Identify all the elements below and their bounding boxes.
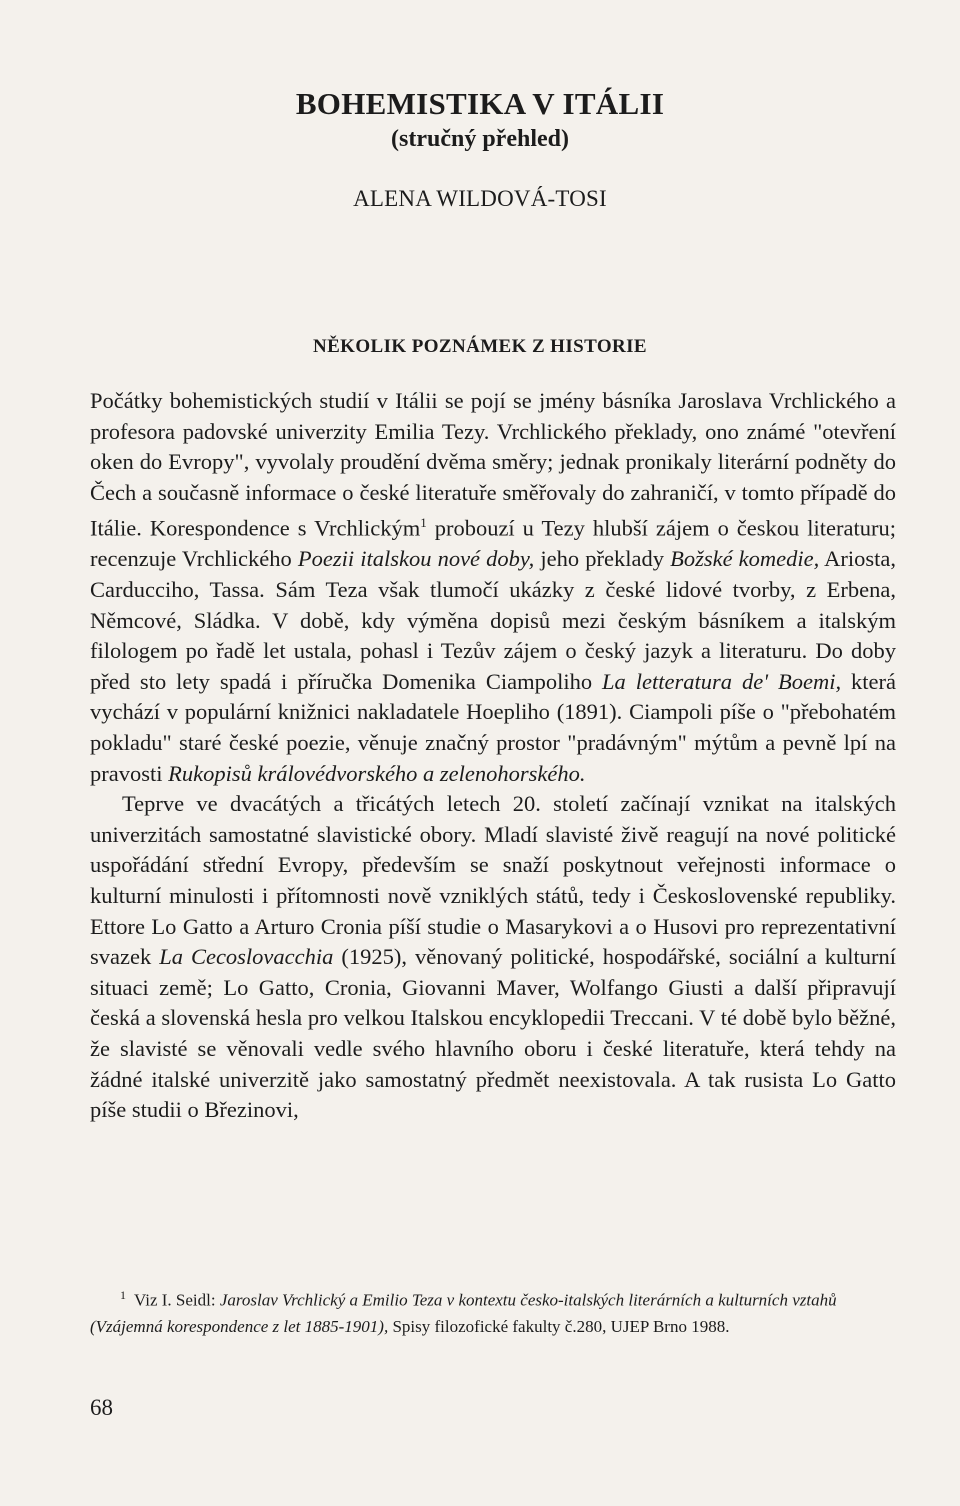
book-title-la-letteratura: La letteratura de' Boemi, bbox=[602, 668, 842, 694]
book-title-bozske-komedie: Božské komedie, bbox=[670, 546, 820, 572]
footnote-reference: 1 bbox=[420, 515, 427, 531]
paragraph-1 bbox=[90, 386, 896, 789]
paragraph-1-text-b: probouzí u Tezy hlubší zájem o českou literaturu; recenzuje Vrchlického bbox=[90, 515, 896, 572]
footnote-text-b: Spisy filozofické fakulty č.280, UJEP Brno 1988. bbox=[388, 1316, 730, 1336]
article-subtitle: (stručný přehled) bbox=[391, 126, 569, 152]
article-title: BOHEMISTIKA V ITÁLII bbox=[295, 86, 665, 121]
footnote-text-a: Viz I. Seidl: bbox=[134, 1290, 220, 1310]
footnote-divider bbox=[90, 1262, 230, 1263]
paragraph-1-text-c: jeho překlady bbox=[534, 546, 671, 572]
article-body bbox=[90, 386, 896, 1126]
book-title-rukopisu: Rukopisů královédvorského a zelenohorského. bbox=[168, 760, 586, 786]
footnote bbox=[90, 1282, 896, 1340]
article-author: ALENA WILDOVÁ-TOSI bbox=[353, 186, 607, 211]
paragraph-1-text-e: která vychází v populární knižnici nakladatele Hoepliho (1891). Ciampoli píše o "přebohatém pokladu" staré české poezie, věnuje značný prostor "pradávným" mýtům a pevně lpí na pravosti bbox=[90, 668, 897, 786]
paragraph-2-text-b: (1925), věnovaný politické, hospodářské, sociální a kulturní situaci země; Lo Gatto, Cronia, Giovanni Maver, Wolfango Giusti a další připravují česká a slovenská hesla pro velkou Italskou encyklopedii Treccani. V té době bylo běžné, že slavisté se věnovali vedle svého hlavního oboru i české literatuře, která tehdy na žádné italské univerzitě jako samostatný předmět neexistovala. A tak rusista Lo Gatto píše studii o Březinovi, bbox=[90, 944, 897, 1123]
paragraph-1-text-a: Počátky bohemistických studií v Itálii se pojí se jmény básníka Jaroslava Vrchlického a profesora padovské univerzity Emilia Tezy. Vrchlického překlady, ono známé "otevření oken do Evropy", vyvolaly proudění dvěma směry; jednak pronikaly literární podněty do Čech a současně informace o české literatuře směřovaly do zahraničí, v tomto případě do Itálie. Korespondence s Vrchlickým bbox=[90, 388, 896, 541]
footnote-number: 1 bbox=[120, 1288, 126, 1302]
paragraph-2 bbox=[90, 789, 896, 1126]
page-number: 68 bbox=[90, 1395, 113, 1420]
book-title-la-cecoslovacchia: La Cecoslovacchia bbox=[159, 944, 334, 970]
paragraph-2-text-a: Teprve ve dvacátých a třicátých letech 20. století začínají vznikat na italských univerzitách samostatné slavistické obory. Mladí slavisté živě reagují na nové politické uspořádání střední Evropy, především se snaží poskytnout veřejnosti informace o kulturní minulosti i přítomnosti nově vzniklých států, tedy i Československé republiky. Ettore Lo Gatto a Arturo Cronia píší studie o Masarykovi a o Husovi pro reprezentativní svazek bbox=[90, 791, 896, 970]
section-heading: NĚKOLIK POZNÁMEK Z HISTORIE bbox=[312, 336, 648, 357]
paragraph-1-text-d: Ariosta, Carducciho, Tassa. Sám Teza však tlumočí ukázky z české lidové tvorby, z Erbena, Němcové, Sládka. V době, kdy výměna dopisů mezi českým básníkem a italským filologem po řadě let ustala, pohasl i Tezův zájem o český jazyk a literaturu. Do doby před sto lety spadá i příručka Domenika Ciampoliho bbox=[90, 546, 896, 694]
footnote-citation-title: Jaroslav Vrchlický a Emilio Teza v kontextu česko-italských literárních a kulturních vztahů (Vzájemná korespondence z let 1885-1901), bbox=[90, 1290, 837, 1336]
book-title-poezii-italskou: Poezii italskou nové doby, bbox=[297, 546, 535, 572]
